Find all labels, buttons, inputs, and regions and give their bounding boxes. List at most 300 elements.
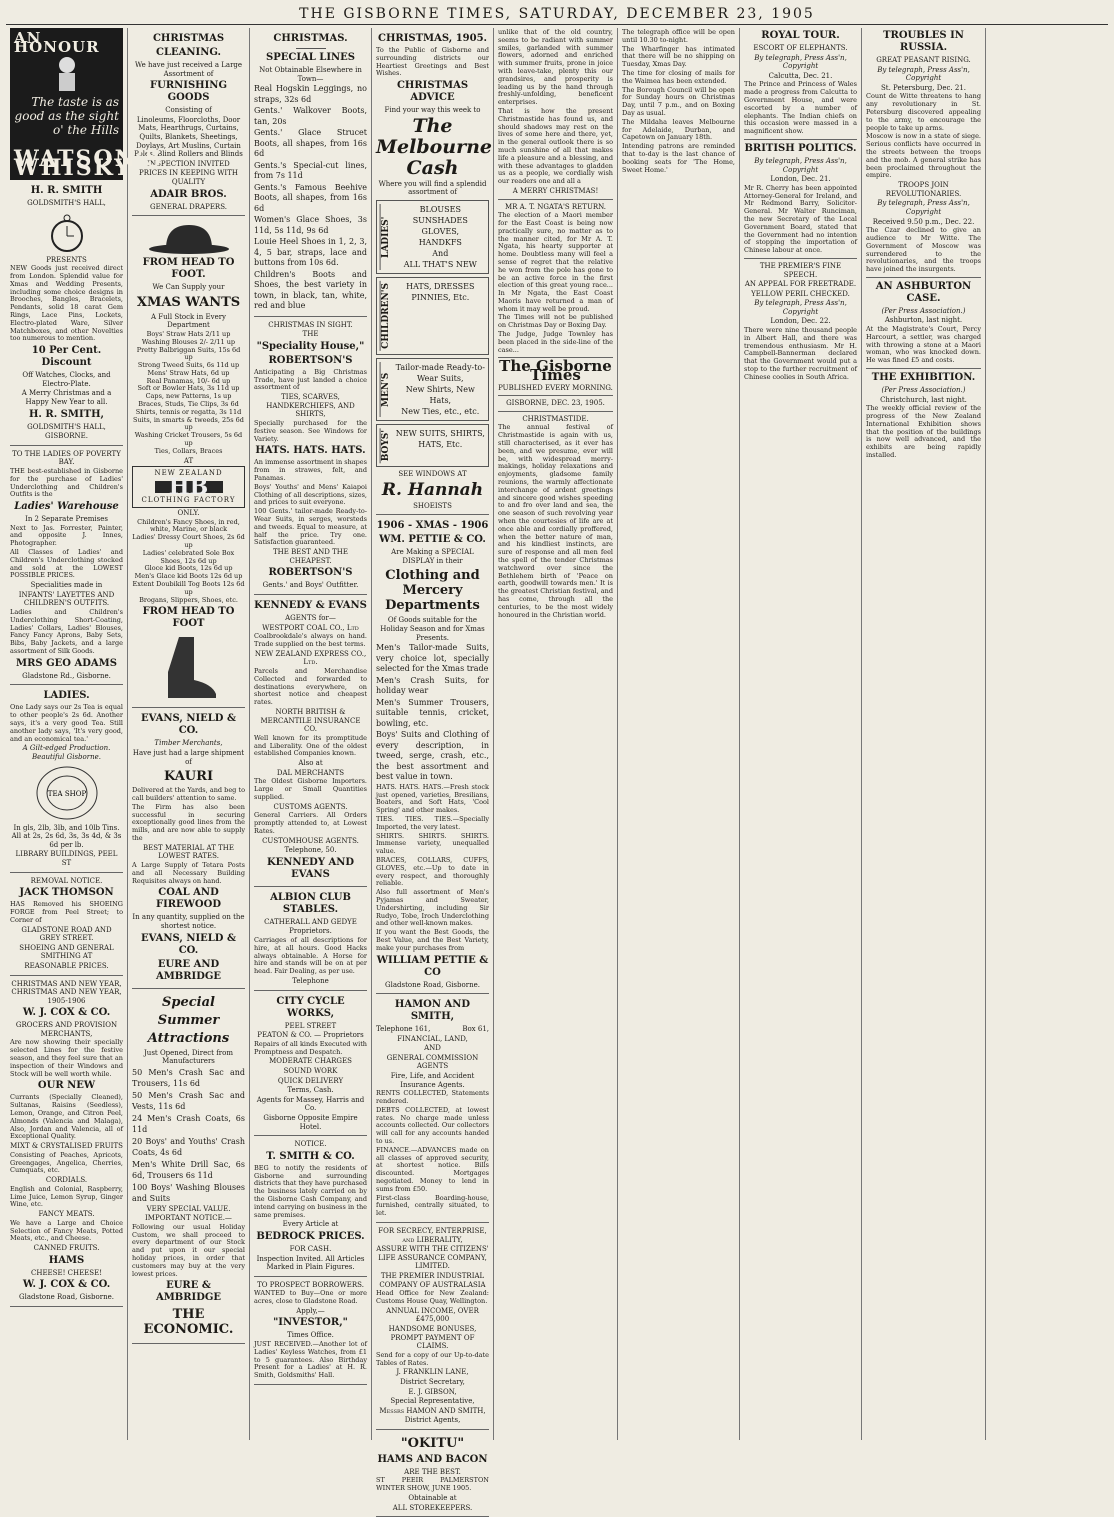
attractions: Attractions bbox=[147, 1030, 230, 1046]
gibson: E. J. GIBSON, bbox=[408, 1387, 457, 1396]
divider bbox=[744, 139, 857, 140]
robertson-ad bbox=[254, 317, 367, 595]
news-item: The telegraph office will be open until 10.30 to-night. bbox=[622, 28, 735, 44]
cox-trade: GROCERS AND PROVISION MERCHANTS, bbox=[15, 1021, 118, 1038]
if-want: If you want the Best Goods, the Best Value, and the Best Variety, make your purchases from bbox=[376, 928, 489, 952]
prices-keeping: PRICES IN KEEPING WITH QUALITY bbox=[139, 169, 238, 186]
hannah-signature: R. Hannah bbox=[381, 479, 484, 500]
cathcart: CATHERALL AND GEDYE bbox=[264, 917, 357, 926]
albion-stables-ad bbox=[254, 887, 367, 991]
cash-script: Cash bbox=[406, 156, 459, 179]
escort-sub: ESCORT OF ELEPHANTS. bbox=[753, 44, 848, 52]
hamon-contacts bbox=[376, 1025, 489, 1034]
cox-canned: CANNED FRUITS. bbox=[33, 1244, 100, 1253]
tea-seal-emblem-icon bbox=[32, 764, 102, 822]
kauri-body2: The Firm has also been successful in securing exceptionally good lines from the mills, and are now able to supply the bbox=[132, 802, 245, 842]
russia-byline: By telegraph, Press Ass'n, Copyright bbox=[877, 65, 970, 83]
pettie-addr: Gladstone Road, Gisborne. bbox=[385, 980, 480, 989]
section-side: BOYS' bbox=[381, 429, 391, 462]
xmas-wants: XMAS WANTS bbox=[136, 294, 241, 310]
divider bbox=[498, 199, 613, 200]
xmas-wish: A Merry Christmas and a Happy New Year to all. bbox=[21, 389, 112, 406]
adair-name: ADAIR BROS. bbox=[150, 188, 227, 200]
yellow-body: There were nine thousand people in Albert Hall, and there was tremendous enthusiasm. Mr H. Campbell-Bannerman declared that the Government would put a stop to the further recruitment of Chinese coolies in South Africa. bbox=[744, 326, 857, 381]
smith-co-name: T. SMITH & CO. bbox=[266, 1150, 355, 1162]
hamon-smith-ad bbox=[376, 994, 489, 1223]
cox-fancy-body: We have a Large and Choice Selection of Fancy Meats, Potted Meats, etc., and Cheese. bbox=[10, 1218, 123, 1243]
evans-trade: Timber Merchants, bbox=[154, 739, 223, 748]
nz-clothing-box bbox=[132, 466, 245, 508]
dal-merchants: DAL MERCHANTS bbox=[276, 768, 345, 777]
ladies-sub: In 2 Separate Premises bbox=[25, 515, 108, 524]
also-at: Also at bbox=[298, 759, 323, 768]
coal-firewood: COAL AND FIREWOOD bbox=[155, 887, 222, 911]
xmas-year: 1906 - XMAS - 1906 bbox=[376, 520, 489, 532]
russia-body: Count de Witte threatens to hang any revolutionary in St. Petersburg discovered appealing to the army, to encourage the people to take up arms. bbox=[866, 92, 981, 132]
exhibition-heading: THE EXHIBITION. bbox=[871, 372, 976, 384]
published: PUBLISHED EVERY MORNING. bbox=[498, 383, 613, 392]
coal-body: In any quantity, supplied on the shortest notice. bbox=[132, 913, 245, 930]
presents-arc: PRESENTS bbox=[46, 255, 87, 264]
russia-body-2: Moscow is now in a state of siege. Serious conflicts have occurred in the streets between the troops and the mob. A general strike has been proclaimed throughout the empire. bbox=[866, 132, 981, 180]
christmas-1905: CHRISTMAS, 1905. bbox=[377, 33, 488, 44]
discount-sub: Off Watches, Clocks, and Electro-Plate. bbox=[22, 371, 111, 388]
freetrade-appeal: AN APPEAL FOR FREETRADE. bbox=[744, 280, 857, 289]
royal-body: The Prince and Princess of Wales made a progress from Calcutta to Government House, and were escorted by a number of elephants. The Indian chiefs on this occasion were massed in a magnificent show. bbox=[744, 80, 857, 136]
removal-notice: REMOVAL NOTICE. bbox=[30, 876, 103, 885]
evans-nield-ad bbox=[132, 708, 245, 988]
albion-body: Carriages of all descriptions for hire, at all hours. Good Hacks always obtainable. A Horse for hire and stands will be on at per head. Fair Dealing, as per use. bbox=[254, 936, 367, 976]
yellow-peril-checked: YELLOW PERIL CHECKED. bbox=[751, 289, 850, 298]
melbourne-script: Melbourne bbox=[376, 135, 493, 158]
pettie-sign: WILLIAM PETTIE & CO bbox=[376, 954, 489, 978]
smith-sign-sub: GOLDSMITH'S HALL, bbox=[27, 422, 106, 431]
section-side: CHILDREN'S bbox=[381, 282, 391, 349]
full-stock: A Full Stock in Every Department bbox=[150, 312, 227, 330]
furnish-list: Linoleums, Floorcloths, Door Mats, Hearthrugs, Curtains, Quilts, Blankets, Sheetings, Doylays, Art Muslins, Curtain Poles, Blind Rollers and Blinds bbox=[134, 115, 243, 159]
politics-body: Mr R. Cherry has been appointed Attorney-General for Ireland, and Mr Redmond Barry, Solicitor-General. Mr Walter Runciman, the new Secretary of the Local Government Board, stated that the Government had no intention of stopping the importation of Chinese labour at once. bbox=[744, 183, 857, 255]
rents: RENTS COLLECTED, Statements rendered. bbox=[376, 1089, 489, 1106]
line-item: Women's Glace Shoes, 3s 11d, 5s 11d, 9s 6d bbox=[254, 215, 367, 235]
times-note: The Times will not be published on Christmas Day or Boxing Day. bbox=[498, 313, 613, 330]
leader-p1: unlike that of the old country, seems to be radiant with summer smiles, garlanded with summer flowers, adorned and enriched with summer fruits, prone in joice with leave-take, plenty this our grandsires, and prosperity is leading us by the hand through freshly-unfolding, beneficent enterprises. bbox=[498, 28, 613, 107]
telephone-50: Telephone, 50. bbox=[284, 846, 337, 855]
hamon-box: Box 61, bbox=[462, 1025, 489, 1034]
times-office: Times Office. bbox=[287, 1331, 334, 1340]
smith-hall: GOLDSMITH'S HALL, bbox=[27, 199, 106, 207]
furnish-of: Consisting of bbox=[165, 106, 212, 115]
important-body: Following our usual Holiday Custom, we shall proceed to every department of our Stock and put upon it our special holiday prices, in order that customers may buy at the very lowest prices. bbox=[132, 1222, 245, 1278]
the: THE bbox=[302, 330, 319, 339]
ties-heading: TIES, SCARVES, HANDKERCHIEFS, AND SHIRTS, bbox=[266, 393, 355, 419]
att-item: 24 Men's Crash Coats, 6s 11d bbox=[132, 1113, 245, 1134]
ties-note: TIES. TIES. TIES.—Specially Imported, the very latest. bbox=[376, 814, 489, 831]
news-item: The time for closing of mails for the Waimea has been extended. bbox=[622, 68, 735, 85]
att-item: 50 Men's Crash Sac and Vests, 11s 6d bbox=[132, 1090, 245, 1111]
ladies-body4: Ladies and Children's Underclothing Short-Coating, Ladies' Collars, Ladies' Blouses, Fancy Fancy Aprons, Baby Sets, Bibs, Baby Jackets, and a large assortment of Silk Goods. bbox=[10, 608, 123, 656]
cox-hams-sub: CHEESE! CHEESE! bbox=[30, 1268, 103, 1277]
hams-bacon: HAMS AND BACON bbox=[377, 1453, 488, 1465]
tea-gift: A Gilt-edged Production. Beautiful Gisborne. bbox=[22, 744, 111, 761]
westport-body: Coalbrookdale's always on hand. Trade supplied on the best terms. bbox=[254, 632, 367, 648]
cox-body: Are now showing their specially selected Lines for the festive season, and they feel sure that an inspection of their Windows and Stock will be well worth while. bbox=[10, 1038, 123, 1078]
leader-section: CHRISTMASTIDE. bbox=[522, 414, 589, 423]
politics-byline: By telegraph, Press Ass'n, Copyright bbox=[754, 156, 847, 174]
leader-p2: That is how the present Christmastide has found us, and should shadows may rest on the lives of some here and there, yet, in the general outlook there is so much sunshine of all that makes life a pleasure and a blessing, and with these advantages to gladden us as a people, we cordially wish our readers one and all a bbox=[498, 106, 613, 186]
nz-title: NEW ZEALAND bbox=[154, 469, 223, 478]
outfitter: Gents.' and Boys' Outfitter. bbox=[262, 581, 359, 590]
hannah-sub: SHOEISTS bbox=[413, 501, 452, 510]
divider bbox=[866, 368, 981, 369]
best-cheapest: THE BEST AND THE CHEAPEST. bbox=[273, 548, 348, 565]
children-list: Children's Fancy Shoes, in red, white, Marine, or black Ladies' Dressy Court Shoes, 2s 6d up Ladies' celebrated Sole Box Shoes, 12s 6d up Gloce kid Boots, 12s 6d up Men's Glace kid Boots 12s 6d up Extent Doubikill Tog Boots 12s 6d up Brogans, Slippers, Shoes, etc. bbox=[132, 517, 245, 604]
customs-agents: CUSTOMS AGENTS. bbox=[273, 802, 348, 811]
at: AT bbox=[183, 456, 194, 465]
nz-hb: HB bbox=[155, 481, 223, 494]
the-economic: THE ECONOMIC. bbox=[143, 1307, 234, 1338]
customs-body: General Carriers. All Orders promptly attended to, at Lowest Rates. bbox=[254, 811, 367, 835]
column-5 bbox=[494, 28, 618, 1440]
robertson-sign: ROBERTSON'S bbox=[268, 567, 353, 579]
ngata-heading: MR A. T. NGATA'S RETURN. bbox=[504, 202, 607, 211]
repairs: Repairs of all kinds Executed with Promptness and Despatch. bbox=[254, 1039, 367, 1056]
smith-name: H. R. SMITH bbox=[30, 185, 103, 196]
thomson-addr: GLADSTONE ROAD AND GREY STREET. bbox=[21, 925, 112, 943]
line-item: Gents.' Walkover Boots, tan, 20s bbox=[254, 106, 367, 126]
speciality-house: "Speciality House," bbox=[256, 340, 365, 352]
att-item: Men's White Drill Sac, 6s 6d, Trousers 6s 11d bbox=[132, 1159, 245, 1180]
customhouse-agents: CUSTOMHOUSE AGENTS. bbox=[262, 836, 359, 845]
special: Special bbox=[162, 994, 215, 1010]
tea-price: In gls, 2lb, 3lb, and 10lb Tins. All at 2s, 2s 6d, 3s, 3s 4d, & 3s 6d per lb. bbox=[11, 823, 122, 849]
yellow-byline: By telegraph, Press Ass'n, Copyright bbox=[754, 299, 847, 316]
where-find: Where you will find a splendid assortment of bbox=[378, 179, 487, 197]
borrowers-title: TO PROSPECT BORROWERS. bbox=[257, 1280, 364, 1289]
wanted: WANTED to Buy—One or more acres, close to Gladstone Road. bbox=[254, 1289, 367, 1306]
troops-date: Received 9.50 p.m., Dec. 22. bbox=[872, 217, 975, 226]
tea-body: One Lady says our 2s Tea is equal to other people's 2s 6d. Another says, it's a very good Tea. Still another lady says, 'It's very good, and an economical tea.' bbox=[10, 703, 123, 743]
troops-body: The Czar declined to give an audience to Mr Witte. The Government of Moscow was surrendered to the revolutionaries, and the troops have joined the insurgents. bbox=[866, 226, 981, 274]
att-item: 20 Boys' and Youths' Crash Coats, 4s 6d bbox=[132, 1136, 245, 1157]
head-to-foot-ad bbox=[132, 216, 245, 708]
line-item: Gents.'s Special-cut lines, from 7s 11d bbox=[254, 160, 367, 181]
furnishing-heading: FURNISHING GOODS bbox=[150, 80, 227, 104]
ladies-body2: Next to Jas. Forrester, Painter, and opposite J. Innes, Photographer. bbox=[10, 523, 123, 548]
column-4 bbox=[372, 28, 494, 1512]
bonuses: HANDSOME BONUSES, PROMPT PAYMENT OF CLAIMS. bbox=[388, 1324, 477, 1351]
thomson-body: HAS Removed his SHOEING FORGE from Peel Street; to Corner of bbox=[10, 900, 123, 924]
ngata-body: The election of a Maori member for the East Coast is being now practically sure, no matter as to the manner cited, for Mr A. T. Ngata, his hearty supporter at home. Doubtless many will feel a sense of regret that the relative he won from the pole has gone to be an active force in the first election of this great young race... In Mr Ngata, the East Coast Maoris have returned a man of whom it may well be proud. bbox=[498, 211, 613, 313]
column-9 bbox=[986, 28, 1108, 1440]
judge-note: The Judge, Judge Townley has been placed in the side-line of the case... bbox=[498, 330, 613, 354]
hats-note: HATS. HATS. HATS.—Fresh stock just opened, varieties, Bresilians, Boaters, and Soft Hats, 'Cool Spring' and other makes. bbox=[376, 782, 489, 815]
okitu-ad bbox=[376, 1430, 489, 1517]
not-obtainable: Not Obtainable Elsewhere in Town— bbox=[259, 66, 362, 83]
bedrock-prices: BEDROCK PRICES. bbox=[256, 1230, 365, 1242]
ashburton-heading: AN ASHBURTON CASE. bbox=[875, 280, 972, 304]
discount-heading: 10 Per Cent. Discount bbox=[31, 345, 102, 369]
exhibition-body: The weekly official review of the progress of the New Zealand International Exhibition shows that the position of the buildings is now well advanced, and the exhibits are being rapidly installed. bbox=[866, 404, 981, 460]
and: AND bbox=[424, 1044, 441, 1053]
column-1 bbox=[6, 28, 164, 1440]
send-tables: Send for a copy of our Up-to-date Tables of Rates. bbox=[376, 1350, 489, 1367]
summer: Summer bbox=[157, 1012, 220, 1028]
divider bbox=[296, 48, 326, 49]
adams-addr: Gladstone Rd., Gisborne. bbox=[22, 671, 111, 680]
exhibition-byline: (Per Press Association.) bbox=[881, 386, 966, 395]
section-side: MEN'S bbox=[380, 362, 392, 417]
cox-new: OUR NEW bbox=[37, 1080, 96, 1092]
whisky-slogan: The taste is as good as the sight o' the Hills bbox=[14, 95, 119, 138]
pettie-line: Men's Summer Trousers, suitable tennis, cricket, bowling, etc. bbox=[376, 697, 489, 728]
royal-date: Calcutta, Dec. 21. bbox=[768, 71, 833, 80]
ladies-spec: Specialities made in bbox=[30, 581, 103, 590]
att-list bbox=[132, 1067, 245, 1204]
special-lines: SPECIAL LINES bbox=[266, 52, 355, 63]
ladies-section bbox=[376, 200, 489, 274]
troops-byline: By telegraph, Press Ass'n, Copyright bbox=[877, 199, 970, 216]
section-items: Tailor-made Ready-to-Wear Suits, New Shirts, New Hats, New Ties, etc., etc. bbox=[395, 362, 485, 416]
divider bbox=[498, 411, 613, 412]
all-storekeepers: ALL STOREKEEPERS. bbox=[392, 1503, 473, 1512]
tea-ad bbox=[10, 685, 123, 872]
assure: ASSURE WITH THE CITIZENS' LIFE ASSURANCE COMPANY, LIMITED. bbox=[376, 1245, 489, 1271]
notice-title: NOTICE. bbox=[294, 1140, 327, 1149]
cox-hams: HAMS bbox=[48, 1254, 85, 1266]
column-8 bbox=[862, 28, 986, 1440]
head-to-foot-title-2: FROM HEAD TO FOOT bbox=[142, 606, 235, 630]
kauri: KAURI bbox=[163, 769, 214, 785]
adams-name: MRS GEO ADAMS bbox=[16, 657, 117, 669]
pyjamas-note: Also full assortment of Men's Pyjamas and Sweater, Undershirting, including Sir Rudyo, Tobe, Iroch Underclothing and other well-known makes. bbox=[376, 888, 489, 928]
adair-sub: GENERAL DRAPERS. bbox=[150, 202, 227, 211]
albion-telephone: Telephone bbox=[292, 977, 329, 986]
district-agents: District Agents, bbox=[404, 1416, 461, 1425]
cox-cordials-body: English and Colonial, Raspberry, Lime Juice, Lemon Syrup, Ginger Wine, etc. bbox=[10, 1184, 123, 1209]
russia-date: St. Petersburg, Dec. 21. bbox=[880, 83, 966, 92]
news-item: The Wharfinger has intimated that there will be no shipping on Tuesday, Xmas Day. bbox=[622, 44, 735, 69]
christmas-title: CHRISTMAS. bbox=[273, 33, 348, 44]
smith-town: GISBORNE. bbox=[45, 432, 88, 441]
head-to-foot-title: FROM HEAD TO FOOT. bbox=[142, 257, 235, 281]
news-item: Intending patrons are reminded that to-day is the last chance of booking seats for 'The Home, Sweet Home.' bbox=[622, 142, 735, 174]
line-item: Gents.'s Famous Beehive Boots, all shapes, from 16s 6d bbox=[254, 182, 367, 213]
inspect-note: Inspection Invited. All Articles Marked in Plain Figures. bbox=[256, 1254, 365, 1272]
leader-body: The annual festival of Christmastide is again with us, still characterised, as it ever has been, and we presume, ever will be, with widespread merry-makings, holiday relaxations and enjoyments, gladsome family reunions, the warmly affectionate interchange of ardent greetings and sincere good wishes speeding to and fro over land and sea, the one season of such revolving year when the courtesies of life are at once able and cordially proffered, when the better nature of man, and his kindliest instincts, are sure of response and all men feel the spell of the tender Christmas watchword over since the Bethlehem birth of 'Peace on earth, goodwill towards men.' It is the greatest Christian festival, and has come, through all the centuries, to be the most widely honoured in the Christian world. bbox=[498, 423, 613, 619]
melbourne-cash-ad bbox=[376, 28, 493, 515]
section-items: HATS, DRESSES PINNIES, Etc. bbox=[406, 281, 475, 302]
head-office: Head Office for New Zealand: Customs House Quay, Wellington. bbox=[376, 1289, 489, 1305]
troops-heading: TROOPS JOIN REVOLUTIONARIES. bbox=[885, 181, 962, 198]
commission: GENERAL COMMISSION AGENTS bbox=[386, 1053, 479, 1071]
line-item: Louie Heel Shoes in 1, 2, 3, 4, 5 bar, straps, lace and buttons from 10s 6d. bbox=[254, 237, 367, 268]
finance: FINANCE.—ADVANCES made on all classes of approved security, at shortest notice. Bills discounted. Mortgages negotiated. Money to lend in sums from £50. bbox=[376, 1145, 489, 1193]
section-items: NEW SUITS, SHIRTS, HATS, Etc. bbox=[395, 428, 485, 449]
robertson-body: Anticipating a Big Christmas Trade, have just landed a choice assortment of bbox=[254, 367, 367, 392]
important-notice: IMPORTANT NOTICE.— bbox=[145, 1214, 232, 1223]
public-greeting: To the Public of Gisborne and surrounding districts our Heartiest Greetings and Best Wishes. bbox=[376, 46, 489, 78]
secrecy: FOR SECRECY, ENTERPRISE, and LIBERALITY, bbox=[378, 1227, 487, 1244]
moderate-charges: MODERATE CHARGES bbox=[269, 1057, 352, 1066]
district-sec: District Secretary, bbox=[400, 1377, 465, 1386]
thomson-ad bbox=[10, 873, 123, 976]
yellow-date: London, Dec. 22. bbox=[770, 317, 831, 326]
only: ONLY. bbox=[177, 509, 200, 518]
childrens-section bbox=[376, 277, 489, 355]
politics-heading: BRITISH POLITICS. bbox=[744, 142, 857, 154]
att-item: 100 Boys' Washing Blouses and Suits bbox=[132, 1182, 245, 1203]
cox-list: Currants (Specially Cleaned), Sultanas, Raisins (Seedless), Lemon, Orange, and Citron Peel, Almonds (Valencia and Malaga), Also, Jordan and Valencia, all of Exceptional Quality. bbox=[10, 1093, 123, 1141]
clothing-departments: Clothing and Mercery Departments bbox=[385, 568, 480, 614]
royal-tour-heading: ROYAL TOUR. bbox=[761, 30, 840, 41]
borrowers-ad bbox=[254, 1277, 367, 1385]
annual-income: ANNUAL INCOME, OVER £475,000 bbox=[386, 1306, 479, 1324]
summer-attractions-ad bbox=[132, 989, 245, 1345]
cox-mixt-body: Consisting of Peaches, Apricots, Greengages, Angelica, Cherries, Cumquats, etc. bbox=[10, 1150, 123, 1175]
albion-title: ALBION CLUB STABLES. bbox=[270, 891, 351, 915]
tea-seal-label: TEA SHOP bbox=[47, 789, 86, 798]
terms-cash: Terms, Cash. bbox=[287, 1086, 334, 1095]
find-way: Find your way this week to bbox=[384, 106, 481, 115]
cox-fancy: FANCY MEATS. bbox=[38, 1210, 95, 1219]
ladies-body: THE best-established in Gisborne for the purchase of Ladies' Underclothing and Children's Outfits is the bbox=[10, 466, 123, 499]
line-item: Children's Boots and Shoes, the best variety in town, in black, tan, white, red and blue bbox=[254, 269, 367, 311]
evans-name: EVANS, NIELD & CO. bbox=[141, 713, 236, 737]
column-6 bbox=[618, 28, 740, 1440]
see-windows: SEE WINDOWS AT bbox=[398, 470, 467, 479]
evans-sign: EVANS, NIELD & CO. bbox=[141, 932, 236, 956]
financial: FINANCIAL, LAND, bbox=[397, 1034, 468, 1043]
for-cash: FOR CASH. bbox=[289, 1244, 332, 1253]
westport: WESTPORT COAL CO., Ltd bbox=[262, 623, 359, 632]
kauri-body: Delivered at the Yards, and beg to call builders' attention to same. bbox=[132, 786, 245, 802]
smith-ad bbox=[10, 180, 123, 446]
proprietors: Proprietors. bbox=[289, 927, 332, 936]
furnishing-ad bbox=[132, 28, 245, 216]
xmas-wish-heading: A MERRY CHRISTMAS! bbox=[512, 186, 599, 195]
cox-addr: Gladstone Road, Gisborne. bbox=[19, 1293, 114, 1302]
news-item: The Borough Council will be open for Sunday hours on Christmas Day, until 7 p.m., and on Boxing Day as usual. bbox=[622, 85, 735, 117]
nz-clothing: CLOTHING FACTORY bbox=[141, 496, 236, 505]
cox-cordials: CORDIALS. bbox=[45, 1176, 88, 1185]
robertson-name: ROBERTSON'S bbox=[268, 354, 353, 366]
ashburton-body: At the Magistrate's Court, Percy Harcourt, a settler, was charged with throwing a stone at a Maori woman, who was knocked down. He was fined £5 and costs. bbox=[866, 325, 981, 365]
just-received: JUST RECEIVED.—Another lot of Ladies' Keyless Watches, from £1 to 5 guarantees. Also Birthday Present for a Ladies' at H. R. Smith, Goldsmiths' Hall. bbox=[254, 1340, 367, 1380]
newspaper-columns bbox=[6, 28, 1108, 1512]
thomson-trade: SHOEING AND GENERAL SMITHING AT bbox=[19, 943, 114, 961]
north-british-body: Well known for its promptitude and Liberality. One of the oldest established Companies known. bbox=[254, 733, 367, 758]
ladies-to: TO THE LADIES OF POVERTY BAY. bbox=[12, 449, 121, 467]
cox-ad bbox=[10, 976, 123, 1307]
quick-delivery: QUICK DELIVERY bbox=[277, 1076, 344, 1085]
just-opened: Just Opened, Direct from Manufacturers bbox=[144, 1048, 233, 1066]
cleaning-title: CLEANING. bbox=[156, 47, 221, 58]
ladies-title: Ladies' Warehouse bbox=[14, 501, 119, 513]
boys-body: Boys' Youths' and Mens' Kaiapoi Clothing of all descriptions, sizes, and prices to suit everyone. bbox=[254, 482, 367, 507]
obtainable: Obtainable at bbox=[408, 1494, 457, 1503]
cox-mixt: MIXT & CRYSTALISED FRUITS bbox=[10, 1142, 123, 1151]
whisky-brand: WATSON'S WHISKY bbox=[14, 146, 164, 181]
special-value: VERY SPECIAL VALUE. bbox=[146, 1204, 231, 1213]
are-best: ARE THE BEST. bbox=[404, 1467, 461, 1476]
inspection-invited: INSPECTION INVITED bbox=[147, 159, 230, 168]
royal-byline: By telegraph, Press Ass'n, Copyright bbox=[754, 53, 847, 71]
christmas-cleaning-title: CHRISTMAS bbox=[152, 33, 225, 44]
exhibition-date: Christchurch, last night. bbox=[880, 395, 967, 404]
column-7 bbox=[740, 28, 862, 1440]
pocket-watch-icon bbox=[47, 210, 87, 254]
pettie-line: Boys' Suits and Clothing of every description, in tweed, serge, crash, etc., the best assortment and best value in town. bbox=[376, 730, 489, 782]
bowler-hat-icon bbox=[144, 221, 234, 255]
cox-sign: W. J. COX & CO. bbox=[22, 1279, 111, 1291]
boot-icon bbox=[154, 632, 224, 702]
okitu: "OKITU" bbox=[400, 1435, 465, 1451]
pettie-body: Are Making a SPECIAL DISPLAY in their bbox=[391, 548, 474, 565]
north-british: NORTH BRITISH & MERCANTILE INSURANCE CO. bbox=[260, 707, 361, 734]
clean-body: We have just received a Large Assortment of bbox=[134, 61, 243, 78]
boys-section bbox=[376, 424, 489, 467]
russia-heading: TROUBLES IN RUSSIA. bbox=[883, 30, 964, 53]
peasant-sub: GREAT PEASANT RISING. bbox=[876, 56, 971, 64]
tea-title: LADIES. bbox=[43, 690, 90, 702]
pettie-line: Men's Crash Suits, for holiday wear bbox=[376, 675, 489, 696]
city-cycle-title: CITY CYCLE WORKS, bbox=[276, 995, 345, 1019]
nz-express: NEW ZEALAND EXPRESS CO., Ltd. bbox=[254, 649, 367, 667]
fire-life: Fire, Life, and Accident Insurance Agents. bbox=[390, 1072, 475, 1089]
line-item: Gents.' Glace Strucet Boots, all shapes, from 16s 6d bbox=[254, 128, 367, 159]
smith-body: NEW Goods just received direct from London. Splendid value for Xmas and Wedding Presents, including some choice designs in Brooches, Bangles, Bracelets, Pendants, solid 18 carat Gem Rings, Lace Pins, Lockets, Electro-plated Ware, Silver Matchboxes, and other Novelties too numerous to mention. bbox=[10, 264, 123, 343]
cox-head: CHRISTMAS AND NEW YEAR, CHRISTMAS AND NEW YEAR, 1905-1906 bbox=[11, 979, 122, 1005]
smith-sign: H. R. SMITH, bbox=[28, 408, 105, 420]
kennedy-name: KENNEDY & EVANS bbox=[254, 599, 367, 611]
kennedy-evans-ad bbox=[254, 595, 367, 887]
city-cycle-ad bbox=[254, 991, 367, 1137]
divider bbox=[744, 258, 857, 259]
pettie-ad bbox=[376, 515, 489, 994]
eure-ambridge-2: EURE & AMBRIDGE bbox=[155, 1280, 222, 1304]
mens-section bbox=[376, 358, 489, 421]
watsons-whisky-ad bbox=[10, 28, 164, 181]
politics-date: London, Dec. 21. bbox=[770, 175, 831, 184]
column-3 bbox=[250, 28, 372, 1440]
the-script: The bbox=[412, 114, 453, 137]
thomson-name: JACK THOMSON bbox=[19, 887, 114, 899]
boarding: First-class Boarding-house, furnished, centrally situated, to let. bbox=[376, 1193, 489, 1218]
news-item: The Mildaha leaves Melbourne for Adelaide, Durban, and Capetown on January 18th. bbox=[622, 117, 735, 142]
evans-body: Have just had a large shipment of bbox=[132, 748, 245, 766]
peel-street: PEEL STREET bbox=[284, 1021, 337, 1030]
pettie-line: Men's Tailor-made Suits, very choice lot, specially selected for the Xmas trade bbox=[376, 643, 489, 674]
special-rep: Special Representative, bbox=[390, 1397, 475, 1406]
hamon-name: HAMON AND SMITH, bbox=[394, 999, 471, 1023]
sound-work: SOUND WORK bbox=[283, 1067, 338, 1075]
dal-body: The Oldest Gisborne Importers. Large or Small Quantities supplied. bbox=[254, 777, 367, 801]
section-side: LADIES' bbox=[380, 204, 392, 270]
ladies-body3: All Classes of Ladies' and Children's Underclothing stocked and sold at the LOWEST POSSIBLE PRICES. bbox=[10, 548, 123, 580]
eure-ambridge: EURE AND AMBRIDGE bbox=[155, 958, 222, 982]
clothing-body: Of Goods suitable for the Holiday Season and for Xmas Presents. bbox=[380, 616, 485, 642]
peaton: PEATON & CO. — Proprietors bbox=[257, 1031, 364, 1040]
braces-note: BRACES, COLLARS, CUFFS, GLOVES, etc.—Up to date in every respect, and thoroughly reliable. bbox=[376, 855, 489, 888]
cycle-address: Gisborne Opposite Empire Hotel. bbox=[263, 1113, 358, 1131]
xmas-in-sight: CHRISTMAS IN SIGHT. bbox=[268, 320, 353, 329]
nz-express-body: Parcels and Merchandise Collected and forwarded to destinations everywhere, on shortest notice and cheapest rates. bbox=[254, 666, 367, 707]
dateline: GISBORNE, DEC. 23, 1905. bbox=[506, 399, 605, 408]
divider bbox=[866, 277, 981, 278]
hats-body: An immense assortment in shapes from in strawes, felt, and Panamas. bbox=[254, 458, 367, 483]
shirts-note: SHIRTS. SHIRTS. SHIRTS. Immense variety, unequalled value. bbox=[376, 831, 489, 856]
premier-speech: THE PREMIER'S FINE SPEECH. bbox=[759, 261, 842, 279]
